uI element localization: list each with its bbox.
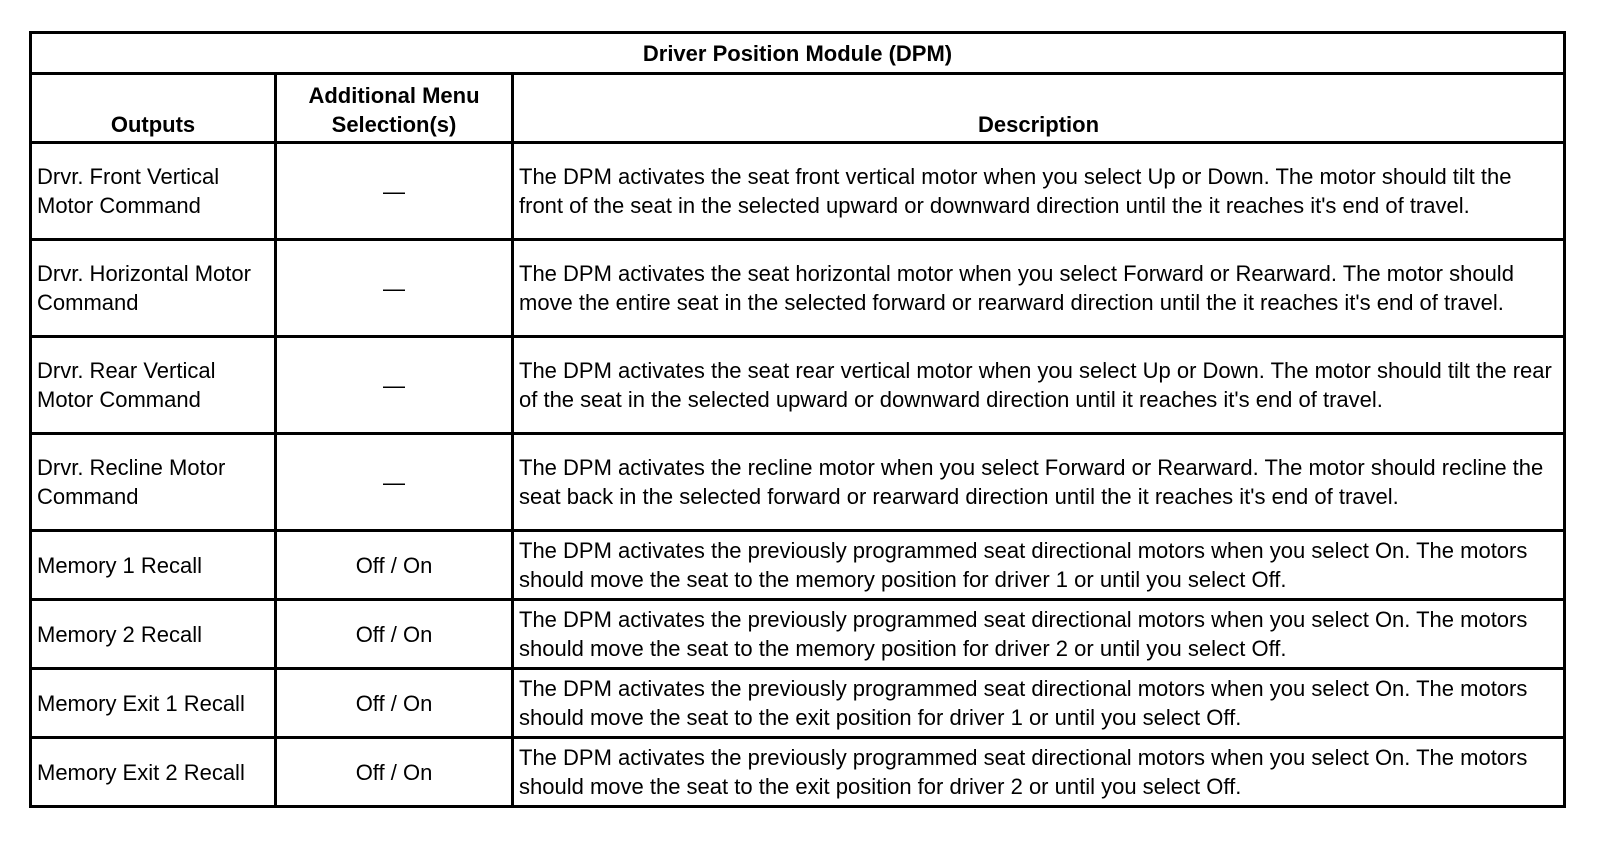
output-cell: Drvr. Horizontal Motor Command: [31, 240, 276, 337]
output-cell: Drvr. Front Vertical Motor Command: [31, 143, 276, 240]
output-cell: Memory Exit 1 Recall: [31, 669, 276, 738]
description-cell: The DPM activates the previously programmed seat directional motors when you select On. The motors should move the seat to the memory position for driver 1 or until you select Off.: [513, 531, 1565, 600]
menu-selection-cell: —: [276, 434, 513, 531]
description-cell: The DPM activates the previously programmed seat directional motors when you select On. The motors should move the seat to the exit position for driver 1 or until you select Off.: [513, 669, 1565, 738]
header-description: Description: [513, 74, 1565, 143]
description-cell: The DPM activates the seat rear vertical motor when you select Up or Down. The motor should tilt the rear of the seat in the selected upward or downward direction until it reaches it's end of travel.: [513, 337, 1565, 434]
table-title: Driver Position Module (DPM): [31, 33, 1565, 74]
description-cell: The DPM activates the previously programmed seat directional motors when you select On. The motors should move the seat to the memory position for driver 2 or until you select Off.: [513, 600, 1565, 669]
description-cell: The DPM activates the seat front vertical motor when you select Up or Down. The motor should tilt the front of the seat in the selected upward or downward direction until the it reaches it's end of travel.: [513, 143, 1565, 240]
menu-selection-cell: —: [276, 240, 513, 337]
description-cell: The DPM activates the seat horizontal motor when you select Forward or Rearward. The motor should move the entire seat in the selected forward or rearward direction until the it reaches it's end of travel.: [513, 240, 1565, 337]
output-cell: Memory 2 Recall: [31, 600, 276, 669]
output-cell: Drvr. Rear Vertical Motor Command: [31, 337, 276, 434]
table-row: [31, 337, 1565, 434]
menu-selection-cell: Off / On: [276, 531, 513, 600]
menu-selection-cell: Off / On: [276, 669, 513, 738]
menu-selection-cell: —: [276, 337, 513, 434]
table-header-row: [31, 74, 1565, 143]
menu-selection-cell: Off / On: [276, 600, 513, 669]
table-row: [31, 434, 1565, 531]
table-row: [31, 600, 1565, 669]
table-title-row: [31, 33, 1565, 74]
table-row: [31, 531, 1565, 600]
output-cell: Memory Exit 2 Recall: [31, 738, 276, 807]
dpm-table: [29, 31, 1566, 808]
table-row: [31, 143, 1565, 240]
table-row: [31, 669, 1565, 738]
menu-selection-cell: —: [276, 143, 513, 240]
description-cell: The DPM activates the previously programmed seat directional motors when you select On. The motors should move the seat to the exit position for driver 2 or until you select Off.: [513, 738, 1565, 807]
table-row: [31, 240, 1565, 337]
output-cell: Drvr. Recline Motor Command: [31, 434, 276, 531]
table-row: [31, 738, 1565, 807]
header-additional-menu: Additional Menu Selection(s): [276, 74, 513, 143]
menu-selection-cell: Off / On: [276, 738, 513, 807]
description-cell: The DPM activates the recline motor when you select Forward or Rearward. The motor should recline the seat back in the selected forward or rearward direction until the it reaches it's end of travel.: [513, 434, 1565, 531]
output-cell: Memory 1 Recall: [31, 531, 276, 600]
header-outputs: Outputs: [31, 74, 276, 143]
